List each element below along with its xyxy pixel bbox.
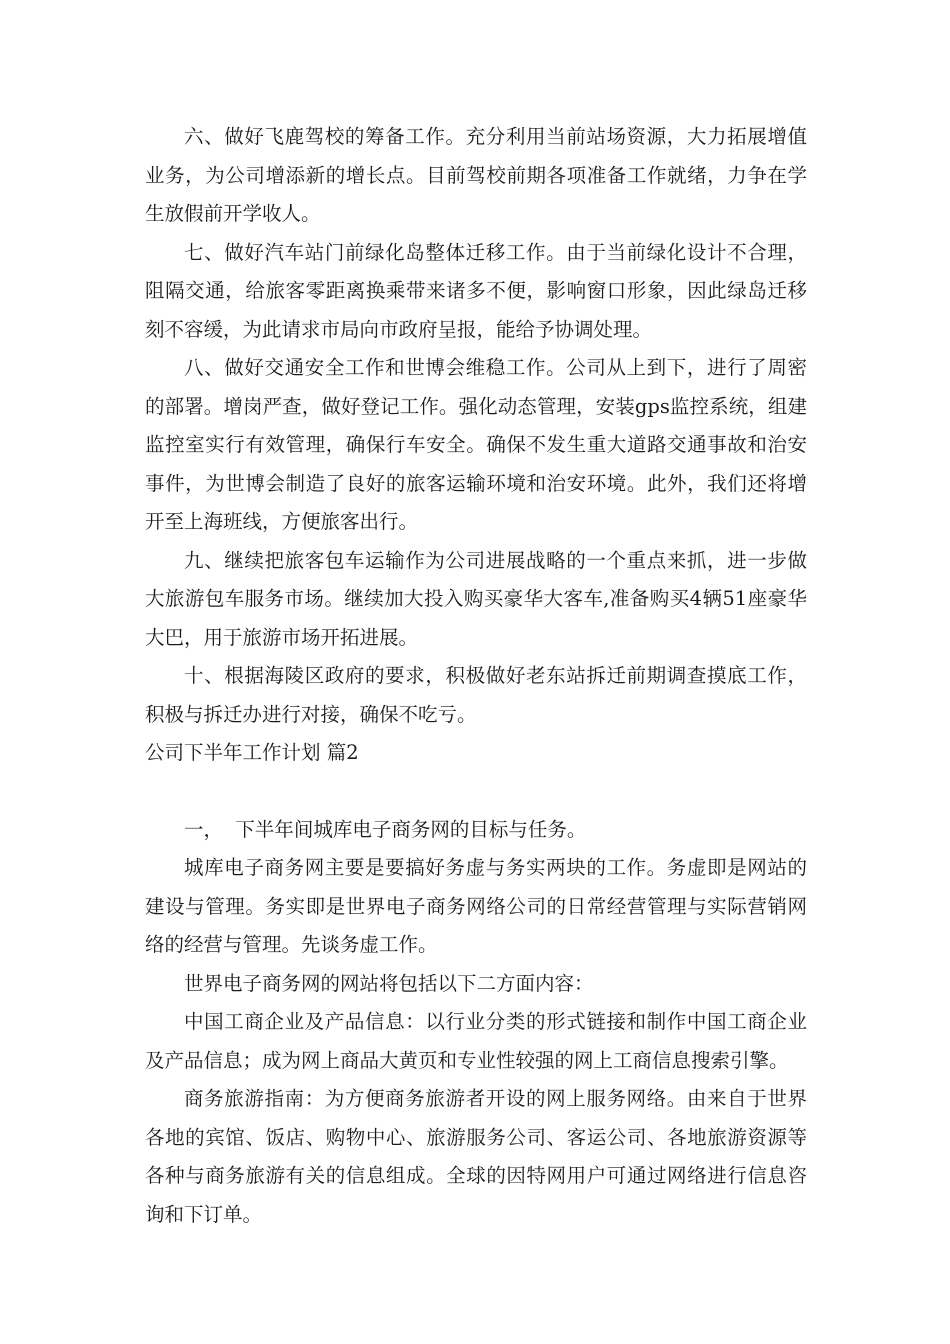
paragraph-work-overview: 城库电子商务网主要是要搞好务虚与务实两块的工作。务虚即是网站的建设与管理。务实即是世界电子商务网络公司的日常经营管理与实际营销网络的经营与管理。先谈务虚工作。 (145, 856, 807, 956)
paragraph-item-7: 七、做好汽车站门前绿化岛整体迁移工作。由于当前绿化设计不合理，阻隔交通，给旅客零距离换乘带来诸多不便，影响窗口形象，因此绿岛迁移刻不容缓，为此请求市局向市政府呈报，能给予协调处理。 (145, 240, 807, 341)
section-heading-goals: 一， 下半年间城库电子商务网的目标与任务。 (184, 817, 587, 841)
paragraph-item-8: 八、做好交通安全工作和世博会维稳工作。公司从上到下，进行了周密的部署。增岗严查，做好登记工作。强化动态管理，安装gps监控系统，组建监控室实行有效管理，确保行车安全。确保不发生重大道路交通事故和治安事件，为世博会制造了良好的旅客运输环境和治安环境。此外，我们还将增开至上海班线，方便旅客出行。 (145, 356, 807, 533)
paragraph-item-9: 九、继续把旅客包车运输作为公司进展战略的一个重点来抓，进一步做大旅游包车服务市场。继续加大投入购买豪华大客车,准备购买4辆51座豪华大巴，用于旅游市场开拓进展。 (145, 548, 807, 649)
document-page (145, 118, 807, 1234)
paragraph-enterprise-info: 中国工商企业及产品信息：以行业分类的形式链接和制作中国工商企业及产品信息；成为网上商品大黄页和专业性较强的网上工商信息搜索引擎。 (145, 1010, 807, 1072)
section-title: 公司下半年工作计划 篇2 (145, 741, 359, 764)
paragraph-item-6: 六、做好飞鹿驾校的筹备工作。充分利用当前站场资源，大力拓展增值业务，为公司增添新的增长点。目前驾校前期各项准备工作就绪，力争在学生放假前开学收人。 (145, 125, 807, 225)
paragraph-website-content: 世界电子商务网的网站将包括以下二方面内容： (184, 971, 594, 995)
paragraph-travel-guide: 商务旅游指南：为方便商务旅游者开设的网上服务网络。由来自于世界各地的宾馆、饭店、购物中心、旅游服务公司、客运公司、各地旅游资源等各种与商务旅游有关的信息组成。全球的因特网用户可通过网络进行信息咨询和下订单。 (145, 1087, 807, 1226)
paragraph-item-10: 十、根据海陵区政府的要求，积极做好老东站拆迁前期调查摸底工作，积极与拆迁办进行对接，确保不吃亏。 (145, 664, 807, 726)
blank-line (145, 773, 807, 811)
